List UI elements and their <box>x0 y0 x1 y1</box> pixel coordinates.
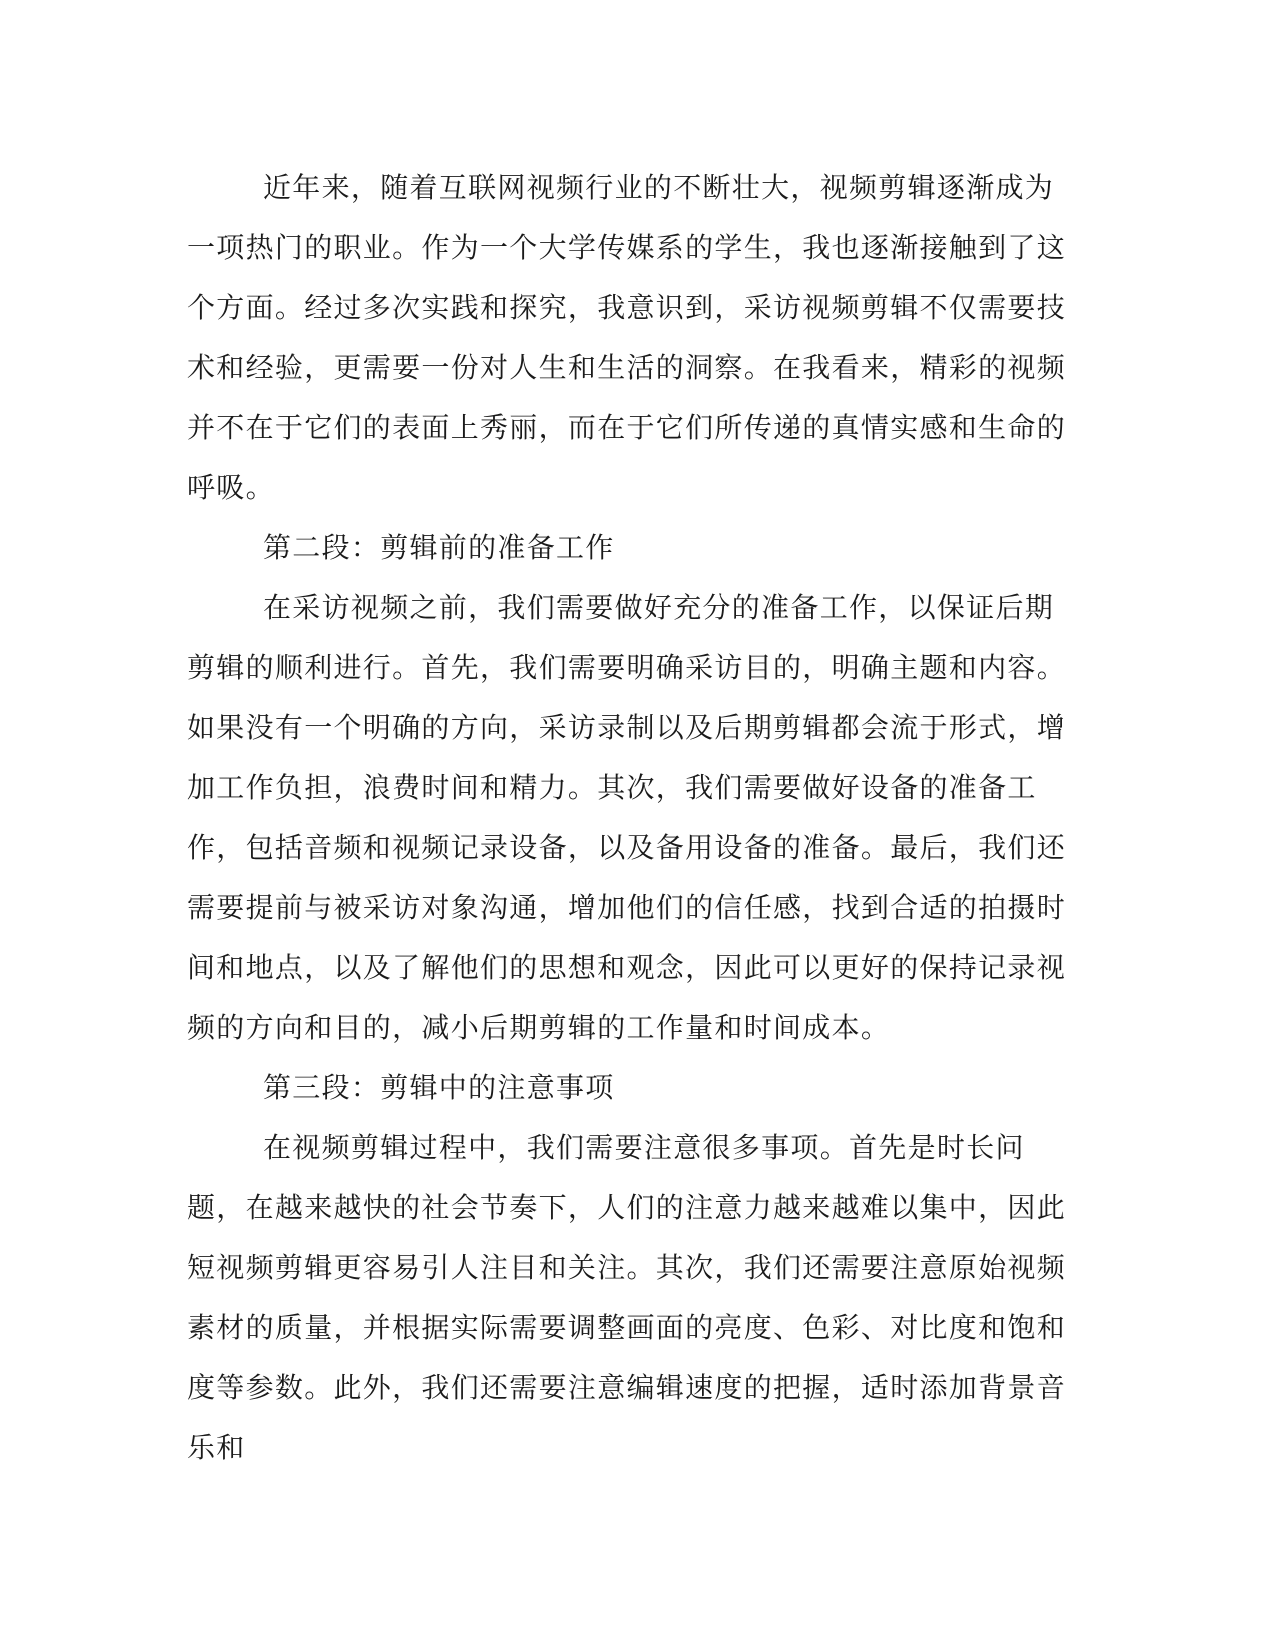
document-body <box>187 158 1067 1478</box>
section-heading-3: 第三段：剪辑中的注意事项 <box>263 1071 615 1104</box>
section-heading-2: 第二段：剪辑前的准备工作 <box>263 531 615 564</box>
paragraph-preparation: 在采访视频之前，我们需要做好充分的准备工作，以保证后期剪辑的顺利进行。首先，我们需要明确采访目的，明确主题和内容。如果没有一个明确的方向，采访录制以及后期剪辑都会流于形式，增加工作负担，浪费时间和精力。其次，我们需要做好设备的准备工作，包括音频和视频记录设备，以及备用设备的准备。最后，我们还需要提前与被采访对象沟通，增加他们的信任感，找到合适的拍摄时间和地点，以及了解他们的思想和观念，因此可以更好的保持记录视频的方向和目的，减小后期剪辑的工作量和时间成本。 <box>187 591 1067 1044</box>
paragraph-intro: 近年来，随着互联网视频行业的不断壮大，视频剪辑逐渐成为一项热门的职业。作为一个大学传媒系的学生，我也逐渐接触到了这个方面。经过多次实践和探究，我意识到，采访视频剪辑不仅需要技术和经验，更需要一份对人生和生活的洞察。在我看来，精彩的视频并不在于它们的表面上秀丽，而在于它们所传递的真情实感和生命的呼吸。 <box>187 171 1067 504</box>
paragraph-editing-notes: 在视频剪辑过程中，我们需要注意很多事项。首先是时长问题，在越来越快的社会节奏下，人们的注意力越来越难以集中，因此短视频剪辑更容易引人注目和关注。其次，我们还需要注意原始视频素材的质量，并根据实际需要调整画面的亮度、色彩、对比度和饱和度等参数。此外，我们还需要注意编辑速度的把握，适时添加背景音乐和 <box>187 1131 1067 1464</box>
